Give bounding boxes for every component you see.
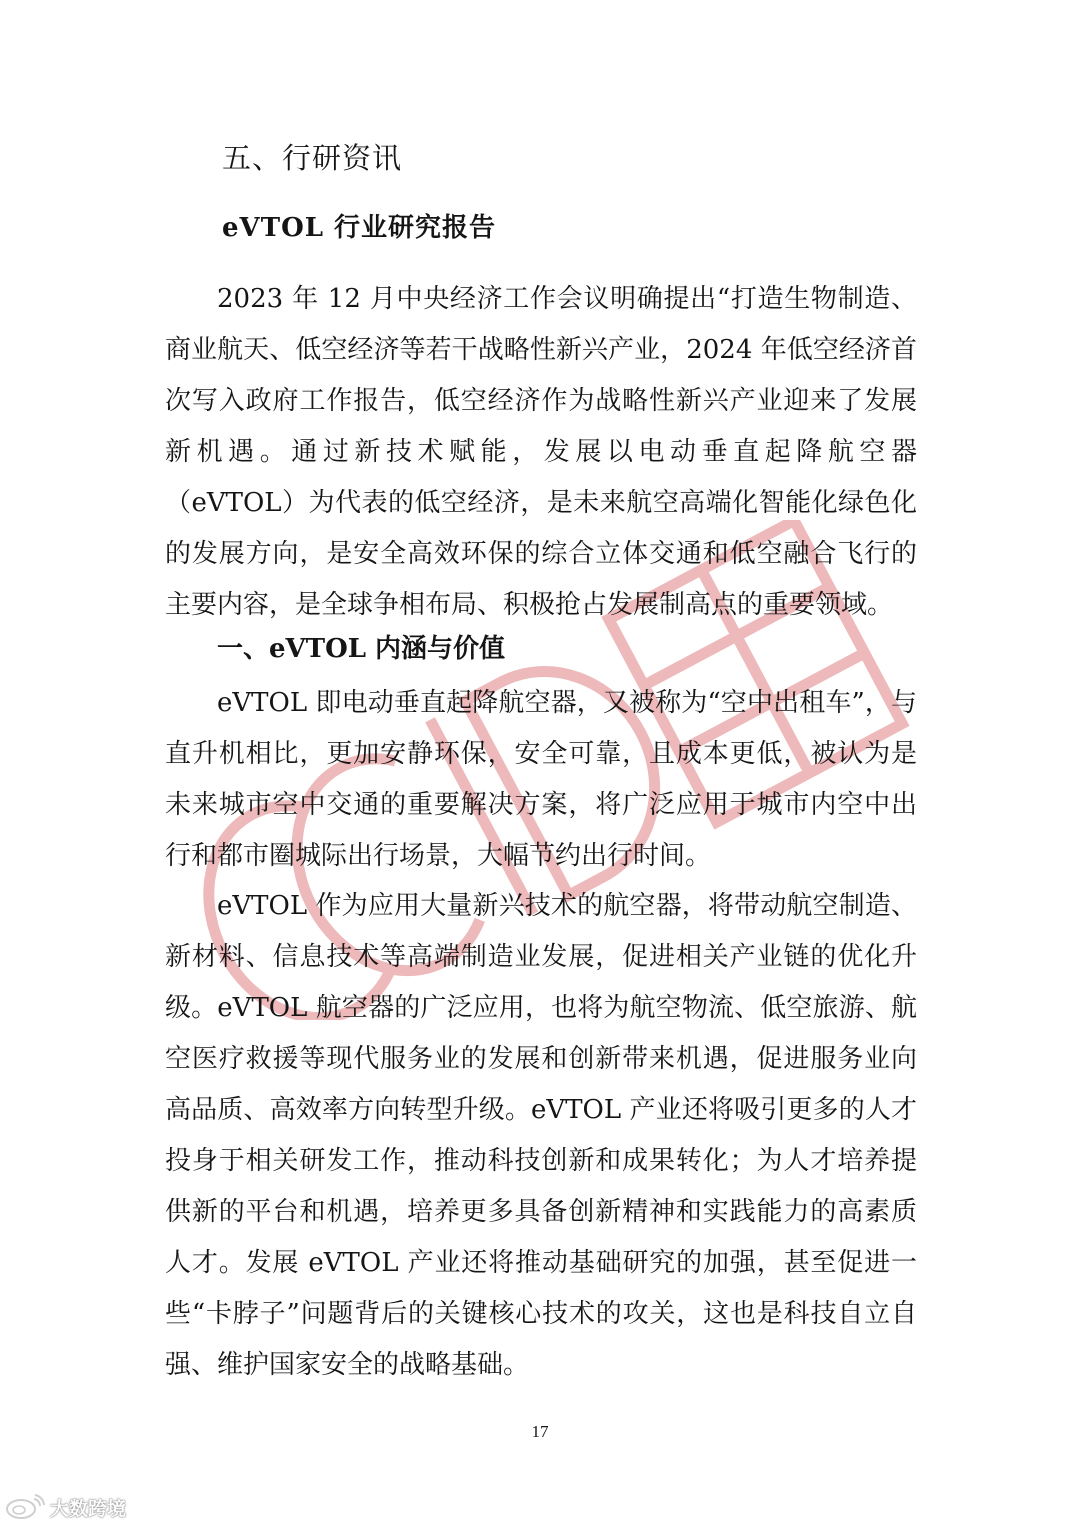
report-title: eVTOL 行业研究报告: [222, 213, 497, 243]
paragraph-definition: eVTOL 即电动垂直起降航空器，又被称为“空中出租车”，与直升机相比，更加安静环保，安全可靠，且成本更低，被认为是未来城市空中交通的重要解决方案，将广泛应用于城市内空中出行和都市圈城际出行场景，大幅节约出行时间。: [165, 688, 917, 871]
intro-paragraph: 2023 年 12 月中央经济工作会议明确提出“打造生物制造、商业航天、低空经济等若干战略性新兴产业，2024 年低空经济首次写入政府工作报告，低空经济作为战略性新兴产业迎来了发展新机遇。通过新技术赋能，发展以电动垂直起降航空器（eVTOL）为代表的低空经济，是未来航空高端化智能化绿色化的发展方向，是安全高效环保的综合立体交通和低空融合飞行的主要内容，是全球争相布局、积极抢占发展制高点的重要领域。: [165, 284, 917, 620]
source-logo-text: 大数跨境: [50, 1497, 127, 1520]
paragraph-value: eVTOL 作为应用大量新兴技术的航空器，将带动航空制造、新材料、信息技术等高端制造业发展，促进相关产业链的优化升级。eVTOL 航空器的广泛应用，也将为航空物流、低空旅游、航空医疗救援等现代服务业的发展和创新带来机遇，促进服务业向高品质、高效率方向转型升级。eVTOL 产业还将吸引更多的人才投身于相关研发工作，推动科技创新和成果转化；为人才培养提供新的平台和机遇，培养更多具备创新精神和实践能力的高素质人才。发展 eVTOL 产业还将推动基础研究的加强，甚至促进一些“卡脖子”问题背后的关键核心技术的攻关，这也是科技自立自强、维护国家安全的战略基础。: [165, 891, 917, 1380]
source-logo: [4, 1492, 126, 1522]
weibo-icon: [4, 1494, 46, 1520]
subsection-title: 一、eVTOL 内涵与价值: [217, 634, 506, 664]
page-number: 17: [531, 1422, 549, 1441]
section-heading: 五、行研资讯: [222, 141, 403, 175]
